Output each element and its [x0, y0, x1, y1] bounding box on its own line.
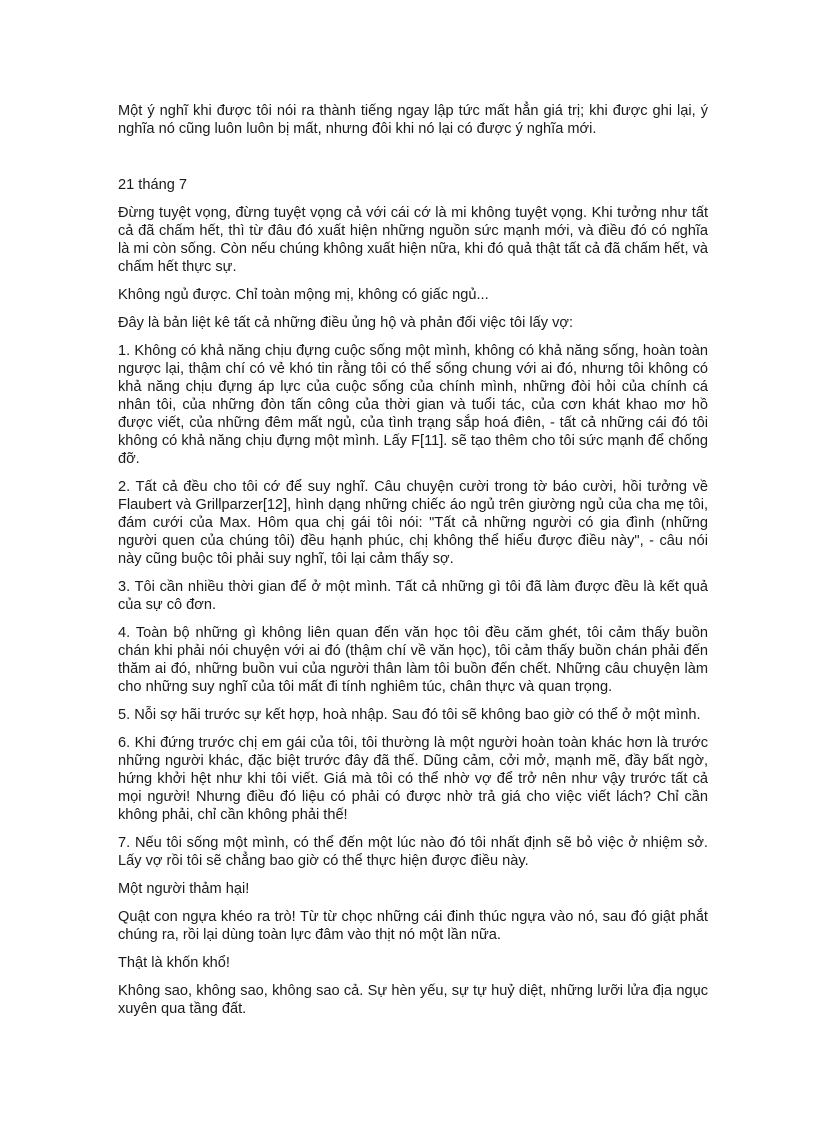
list-item-6: 6. Khi đứng trước chị em gái của tôi, tôi thường là một người hoàn toàn khác hơn là trước những người khác, đặc biệt trước đây đã thế. Dũng cảm, cởi mở, mạnh mẽ, đầy bất ngờ, hứng khởi hệt như khi tôi viết. Giá mà tôi có thể nhờ vợ để trở nên như vậy trước tất cả mọi người! Nhưng điều đó liệu có phải có được nhờ trả giá cho việc viết lách? Chỉ cần không phải, chỉ cần không phải thế!	[118, 735, 708, 823]
paragraph-horse: Quật con ngựa khéo ra trò! Từ từ chọc những cái đinh thúc ngựa vào nó, sau đó giật phắt chúng ra, rồi lại dùng toàn lực đâm vào thịt nó một lần nữa.	[118, 909, 708, 943]
list-item-3: 3. Tôi cần nhiều thời gian để ở một mình. Tất cả những gì tôi đã làm được đều là kết quả của sự cô đơn.	[118, 579, 708, 613]
opening-paragraph: Một ý nghĩ khi được tôi nói ra thành tiếng ngay lập tức mất hẳn giá trị; khi được ghi lại, ý nghĩa nó cũng luôn luôn bị mất, nhưng đôi khi nó lại có được ý nghĩa mới.	[118, 103, 708, 137]
list-item-4: 4. Toàn bộ những gì không liên quan đến văn học tôi đều căm ghét, tôi cảm thấy buồn chán khi phải nói chuyện với ai đó (thậm chí về văn học), tôi cảm thấy buồn chán phải đến thăm ai đó, những buồn vui của người thân làm tôi buồn đến chết. Những câu chuyện làm cho những suy nghĩ của tôi mất đi tính nghiêm túc, chân thực và quan trọng.	[118, 625, 708, 695]
paragraph-miserable: Thật là khốn khổ!	[118, 955, 230, 971]
list-item-7: 7. Nếu tôi sống một mình, có thể đến một lúc nào đó tôi nhất định sẽ bỏ việc ở nhiệm sở. Lấy vợ rồi tôi sẽ chẳng bao giờ có thể thực hiện được điều này.	[118, 835, 708, 869]
paragraph-despair: Đừng tuyệt vọng, đừng tuyệt vọng cả với cái cớ là mi không tuyệt vọng. Khi tưởng như tất cả đã chấm hết, thì từ đâu đó xuất hiện những nguồn sức mạnh mới, và điều đó có nghĩa là mi còn sống. Còn nếu chúng không xuất hiện nữa, khi đó quả thật tất cả đã chấm hết, và chấm hết thực sự.	[118, 205, 708, 275]
document-page	[118, 102, 708, 1028]
date-heading: 21 tháng 7	[118, 177, 187, 193]
paragraph-pitiful: Một người thảm hại!	[118, 881, 250, 897]
list-item-1: 1. Không có khả năng chịu đựng cuộc sống một mình, không có khả năng sống, hoàn toàn ngược lại, thậm chí có vẻ khó tin rằng tôi có thể sống chung với ai đó, nhưng tôi không có khả năng chịu đựng áp lực của cuộc sống của chính mình, những đòi hỏi của chính cá nhân tôi, của những đòn tấn công của thời gian và tuổi tác, của cơn khát khao mơ hồ được viết, của những đêm mất ngủ, của tình trạng sắp hoá điên, - tất cả những cái đó tôi không có khả năng chịu đựng một mình. Lấy F[11]. sẽ tạo thêm cho tôi sức mạnh để chống đỡ.	[118, 343, 708, 467]
list-item-2: 2. Tất cả đều cho tôi cớ để suy nghĩ. Câu chuyện cười trong tờ báo cười, hồi tưởng về Flaubert và Grillparzer[12], hình dạng những chiếc áo ngủ trên giường ngủ của cha mẹ tôi, đám cưới của Max. Hôm qua chị gái tôi nói: "Tất cả những người có gia đình (những người quen của chúng tôi) đều hạnh phúc, chị không thể hiểu được điều này", - câu nói này cũng buộc tôi phải suy nghĩ, tôi lại cảm thấy sợ.	[118, 479, 708, 567]
list-item-5: 5. Nỗi sợ hãi trước sự kết hợp, hoà nhập. Sau đó tôi sẽ không bao giờ có thể ở một mình.	[118, 707, 701, 723]
paragraph-no-sleep: Không ngủ được. Chỉ toàn mộng mị, không có giấc ngủ...	[118, 287, 489, 303]
paragraph-list-intro: Đây là bản liệt kê tất cả những điều ủng hộ và phản đối việc tôi lấy vợ:	[118, 315, 574, 331]
paragraph-closing: Không sao, không sao, không sao cả. Sự hèn yếu, sự tự huỷ diệt, những lưỡi lửa địa ngục xuyên qua tầng đất.	[118, 983, 708, 1017]
